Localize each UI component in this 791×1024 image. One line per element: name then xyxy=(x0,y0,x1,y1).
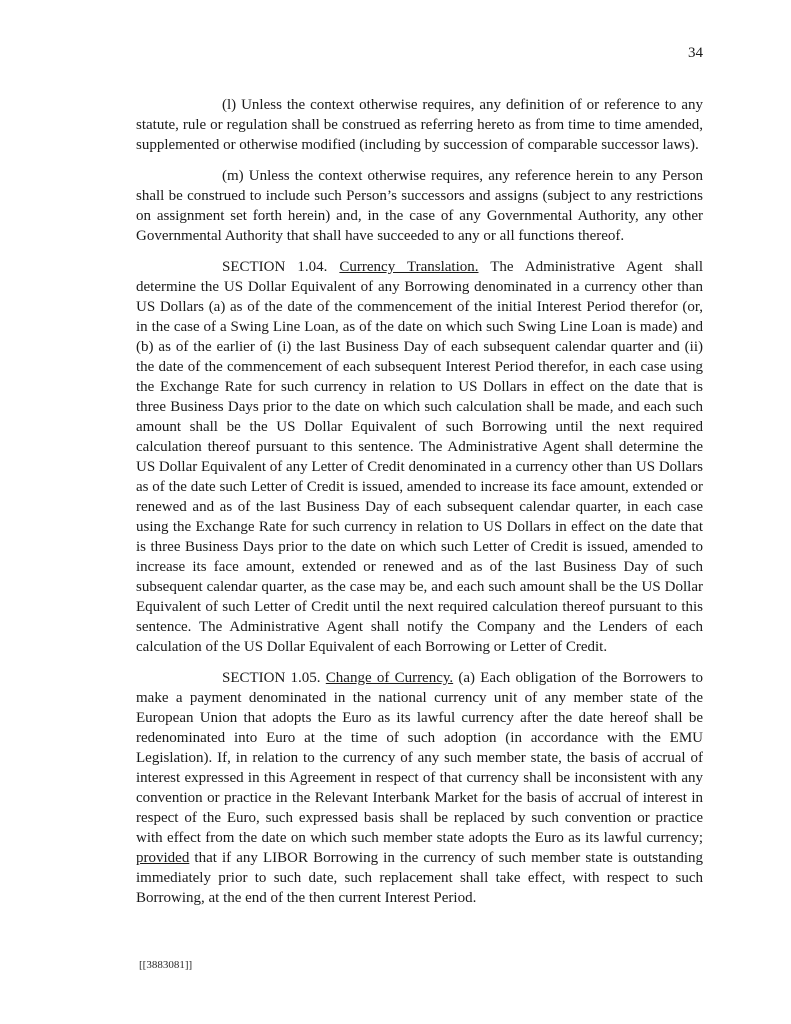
section-1-05-paragraph xyxy=(136,668,703,908)
paragraph-m: (m) Unless the context otherwise requires, any reference herein to any Person shall be construed to include such Person’s successors and assigns (subject to any restrictions on assignment set forth herein) and, in the case of any Governmental Authority, any other Governmental Authority that shall have succeeded to any or all functions thereof. xyxy=(136,168,703,244)
section-1-04-body: The Administrative Agent shall determine the US Dollar Equivalent of any Borrowing denominated in a currency other than US Dollars (a) as of the date of the commencement of the initial Interest Period therefor (or, in the case of a Swing Line Loan, as of the date on which such Swing Line Loan is made) and (b) as of the earlier of (i) the last Business Day of each subsequent calendar quarter and (ii) the date of the commencement of each subsequent Interest Period therefor, in each case using the Exchange Rate for such currency in relation to US Dollars in effect on the date that is three Business Days prior to the date on which such calculation shall be made, and each such amount shall be the US Dollar Equivalent of such Borrowing until the next required calculation thereof pursuant to this sentence. The Administrative Agent shall determine the US Dollar Equivalent of any Letter of Credit denominated in a currency other than US Dollars as of the date such Letter of Credit is issued, amended to increase its face amount, extended or renewed and as of the last Business Day of each subsequent calendar quarter, in each case using the Exchange Rate for such currency in relation to US Dollars in effect on the date that is three Business Days prior to the date on which such Letter of Credit is issued, amended to increase its face amount, extended or renewed and as of the last Business Day of such subsequent calendar quarter, as the case may be, and each such amount shall be the US Dollar Equivalent of such Letter of Credit until the next required calculation thereof pursuant to this sentence. The Administrative Agent shall notify the Company and the Lenders of each calculation of the US Dollar Equivalent of each Borrowing or Letter of Credit. xyxy=(136,259,703,655)
section-1-05-body-tail: that if any LIBOR Borrowing in the currency of such member state is outstanding immediately prior to such date, such replacement shall take effect, with respect to such Borrowing, at the end of the then current Interest Period. xyxy=(136,850,703,906)
section-1-05-label: SECTION 1.05. xyxy=(222,670,326,686)
section-1-05-title: Change of Currency. xyxy=(325,670,454,686)
paragraph-l: (l) Unless the context otherwise requires, any definition of or reference to any statute, rule or regulation shall be construed as referring hereto as from time to time amended, supplemented or otherwise modified (including by succession of comparable successor laws). xyxy=(136,97,703,153)
section-1-04-title: Currency Translation. xyxy=(339,259,479,275)
page-number: 34 xyxy=(688,45,703,61)
section-1-04-label: SECTION 1.04. xyxy=(222,259,340,275)
section-1-04-paragraph xyxy=(136,257,703,657)
section-1-05-body-lead: (a) Each obligation of the Borrowers to make a payment denominated in the national currency unit of any member state of the European Union that adopts the Euro as its lawful currency after the date hereof shall be redenominated into Euro at the time of such adoption (in accordance with the EMU Legislation). If, in relation to the currency of any such member state, the basis of accrual of interest expressed in this Agreement in respect of that currency shall be inconsistent with any convention or practice in the Relevant Interbank Market for the basis of accrual of interest in respect of the Euro, such expressed basis shall be replaced by such convention or practice with effect from the date on which such member state adopts the Euro as its lawful currency; xyxy=(136,670,703,846)
document-content xyxy=(136,43,703,919)
document-id-stamp: [[3883081]] xyxy=(139,959,193,971)
section-1-05-provided-term: provided xyxy=(136,850,190,866)
